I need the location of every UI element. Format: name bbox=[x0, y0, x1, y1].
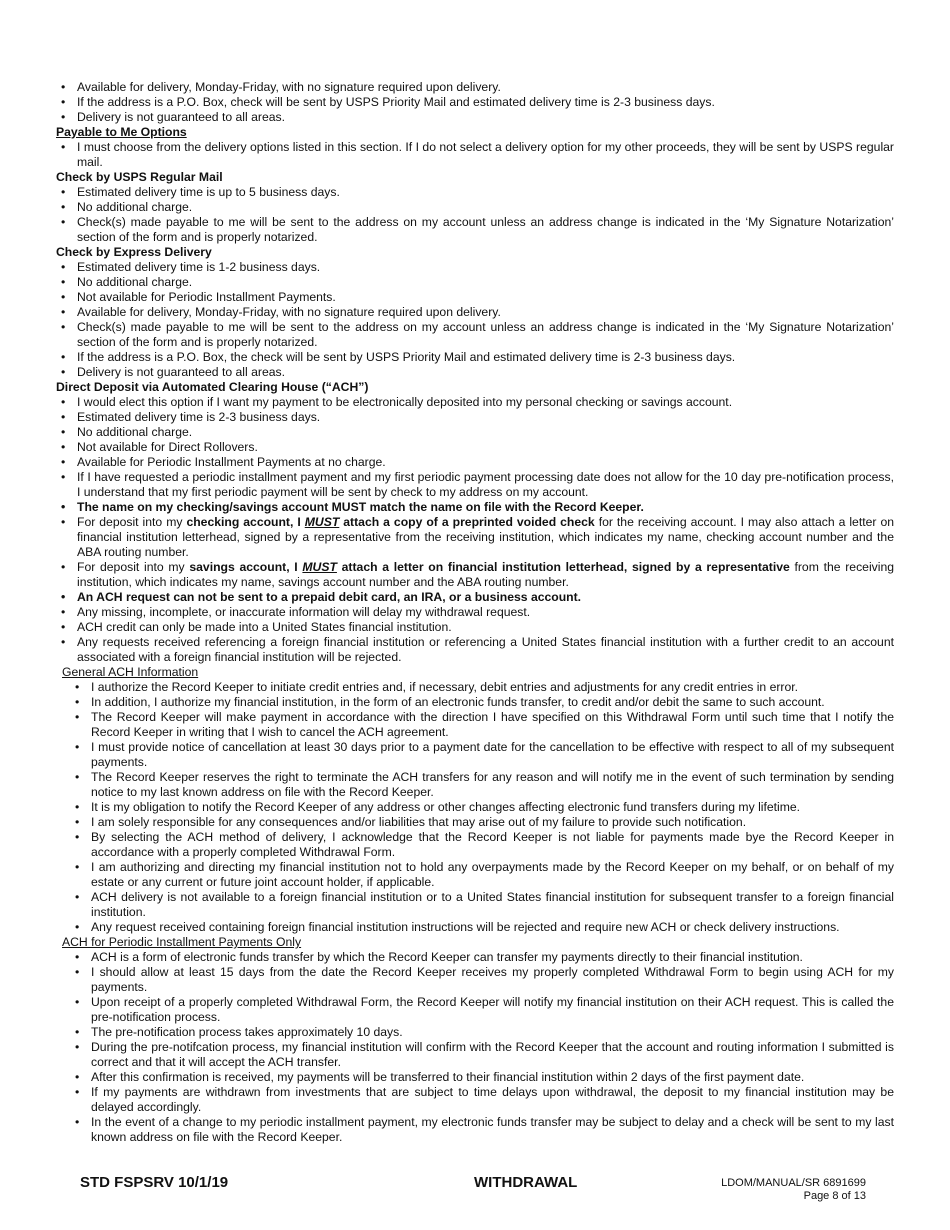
regular-mail-heading: Check by USPS Regular Mail bbox=[56, 170, 223, 184]
form-title: WITHDRAWAL bbox=[474, 1174, 578, 1191]
savings-must: MUST bbox=[302, 560, 337, 574]
list-item: • No additional charge. bbox=[56, 275, 894, 290]
list-item: • Delivery is not guaranteed to all areas. bbox=[56, 110, 894, 125]
list-item: • I am solely responsible for any consequences and/or liabilities that may arise out of my failure to provide such notification. bbox=[70, 815, 894, 830]
list-item: • After this confirmation is received, my payments will be transferred to their financial institution within 2 days of the first payment date. bbox=[70, 1070, 894, 1085]
footer-right bbox=[721, 1177, 866, 1203]
savings-bold-1: savings account, I bbox=[189, 560, 303, 574]
checking-post: for the receiving account. I may also attach a letter on financial institution letterhead, signed by a representative from the receiving institution, which indicates my name, checking account number and the ABA routing number. bbox=[77, 515, 894, 559]
list-item: • Any request received containing foreign financial institution instructions will be rejected and require new ACH or check delivery instructions. bbox=[70, 920, 894, 935]
list-item: • I must choose from the delivery options listed in this section. If I do not select a delivery option for my other proceeds, they will be sent by USPS regular mail. bbox=[56, 140, 894, 170]
list-item: • Upon receipt of a properly completed Withdrawal Form, the Record Keeper will notify my financial institution on their ACH request. This is called the pre-notification process. bbox=[70, 995, 894, 1025]
list-item: • If the address is a P.O. Box, check will be sent by USPS Priority Mail and estimated delivery time is 2-3 business days. bbox=[56, 95, 894, 110]
list-item: • In addition, I authorize my financial institution, in the form of an electronic funds transfer, to credit and/or debit the same to such account. bbox=[70, 695, 894, 710]
list-item: • If my payments are withdrawn from investments that are subject to time delays upon withdrawal, the deposit to my financial institution may be delayed accordingly. bbox=[70, 1085, 894, 1115]
list-item: • Not available for Periodic Installment Payments. bbox=[56, 290, 894, 305]
list-item: • Available for delivery, Monday-Friday, with no signature required upon delivery. bbox=[56, 80, 894, 95]
list-item: • It is my obligation to notify the Record Keeper of any address or other changes affecting electronic fund transfers during my lifetime. bbox=[70, 800, 894, 815]
list-item: • ACH credit can only be made into a United States financial institution. bbox=[56, 620, 894, 635]
savings-account-item bbox=[56, 560, 894, 590]
list-item: • I must provide notice of cancellation at least 30 days prior to a payment date for the cancellation to be effective with respect to all of my subsequent payments. bbox=[70, 740, 894, 770]
periodic-ach-list bbox=[70, 950, 894, 1145]
list-item: • Estimated delivery time is 1-2 business days. bbox=[56, 260, 894, 275]
checking-pre: For deposit into my bbox=[77, 515, 187, 529]
express-continued-list bbox=[56, 80, 894, 125]
list-item: • I authorize the Record Keeper to initiate credit entries and, if necessary, debit entries and adjustments for any credit entries in error. bbox=[70, 680, 894, 695]
list-item: • No additional charge. bbox=[56, 200, 894, 215]
payable-options-heading: Payable to Me Options bbox=[56, 125, 187, 139]
page-content bbox=[56, 80, 894, 1145]
list-item: • The Record Keeper will make payment in accordance with the direction I have specified on this Withdrawal Form until such time that I notify the Record Keeper in writing that I wish to cancel the ACH agreement. bbox=[70, 710, 894, 740]
express-delivery-list bbox=[56, 260, 894, 380]
list-item: • I should allow at least 15 days from the date the Record Keeper receives my properly completed Withdrawal Form to begin using ACH for my payments. bbox=[70, 965, 894, 995]
general-ach-heading: General ACH Information bbox=[62, 665, 199, 679]
savings-pre: For deposit into my bbox=[77, 560, 190, 574]
prepaid-notice: • An ACH request can not be sent to a prepaid debit card, an IRA, or a business account. bbox=[56, 590, 894, 605]
page-footer bbox=[80, 1173, 866, 1207]
savings-bold-2: attach a letter on financial institution letterhead, signed by a representative bbox=[336, 560, 790, 574]
list-item: • I would elect this option if I want my payment to be electronically deposited into my personal checking or savings account. bbox=[56, 395, 894, 410]
page-number: Page 8 of 13 bbox=[803, 1190, 866, 1202]
checking-must: MUST bbox=[304, 515, 340, 529]
list-item: • ACH delivery is not available to a foreign financial institution or to a United States financial institution for subsequent transfer to a foreign financial institution. bbox=[70, 890, 894, 920]
ach-heading: Direct Deposit via Automated Clearing House (“ACH”) bbox=[56, 380, 369, 394]
list-item: • I am authorizing and directing my financial institution not to hold any overpayments made by the Record Keeper on my behalf, or on behalf of my estate or any current or future joint account holder, if applicable. bbox=[70, 860, 894, 890]
list-item: • The pre-notification process takes approximately 10 days. bbox=[70, 1025, 894, 1040]
periodic-ach-heading: ACH for Periodic Installment Payments Only bbox=[62, 935, 302, 949]
list-item: • Delivery is not guaranteed to all areas. bbox=[56, 365, 894, 380]
list-item: • During the pre-notifcation process, my financial institution will confirm with the Record Keeper that the account and routing information I submitted is correct and that it will accept the ACH transfer. bbox=[70, 1040, 894, 1070]
list-item: • Estimated delivery time is 2-3 business days. bbox=[56, 410, 894, 425]
list-item: • Not available for Direct Rollovers. bbox=[56, 440, 894, 455]
list-item: • No additional charge. bbox=[56, 425, 894, 440]
express-delivery-heading: Check by Express Delivery bbox=[56, 245, 212, 259]
payable-options-list bbox=[56, 140, 894, 170]
list-item: • In the event of a change to my periodic installment payment, my electronic funds transfer may be subject to delay and a check will be sent to my last known address on file with the Record Keeper. bbox=[70, 1115, 894, 1145]
savings-post: from the receiving institution, which indicates my name, savings account number and the ABA routing number. bbox=[77, 560, 895, 589]
list-item: • Any requests received referencing a foreign financial institution or referencing a United States financial institution with a further credit to an account associated with a foreign financial institution will be rejected. bbox=[56, 635, 894, 665]
checking-bold-1: checking account, I bbox=[186, 515, 305, 529]
form-id: STD FSPSRV 10/1/19 bbox=[80, 1174, 229, 1191]
general-ach-list bbox=[70, 680, 894, 935]
list-item: • ACH is a form of electronic funds transfer by which the Record Keeper can transfer my payments directly to their financial institution. bbox=[70, 950, 894, 965]
list-item: • By selecting the ACH method of delivery, I acknowledge that the Record Keeper is not liable for payments made bye the Record Keeper in accordance with a properly completed Withdrawal Form. bbox=[70, 830, 894, 860]
ach-list bbox=[56, 395, 894, 665]
list-item: • Check(s) made payable to me will be sent to the address on my account unless an address change is indicated in the ‘My Signature Notarization’ section of the form and is properly notarized. bbox=[56, 215, 894, 245]
checking-bold-2: attach a copy of a preprinted voided check bbox=[339, 515, 595, 529]
document-code: LDOM/MANUAL/SR 6891699 bbox=[721, 1177, 866, 1189]
regular-mail-list bbox=[56, 185, 894, 245]
list-item: • If I have requested a periodic installment payment and my first periodic payment processing date does not allow for the 10 day pre-notification process, I understand that my first periodic payment will be sent by check to my address on my account. bbox=[56, 470, 894, 500]
name-match-notice: • The name on my checking/savings account MUST match the name on file with the Record Keeper. bbox=[56, 500, 894, 515]
list-item: • Any missing, incomplete, or inaccurate information will delay my withdrawal request. bbox=[56, 605, 894, 620]
checking-account-item bbox=[56, 515, 894, 560]
list-item: • Available for Periodic Installment Payments at no charge. bbox=[56, 455, 894, 470]
list-item: • Estimated delivery time is up to 5 business days. bbox=[56, 185, 894, 200]
list-item: • Available for delivery, Monday-Friday, with no signature required upon delivery. bbox=[56, 305, 894, 320]
list-item: • The Record Keeper reserves the right to terminate the ACH transfers for any reason and will notify me in the event of such termination by sending notice to my last known address on file with the Record Keeper. bbox=[70, 770, 894, 800]
list-item: • Check(s) made payable to me will be sent to the address on my account unless an address change is indicated in the ‘My Signature Notarization’ section of the form and is properly notarized. bbox=[56, 320, 894, 350]
list-item: • If the address is a P.O. Box, the check will be sent by USPS Priority Mail and estimated delivery time is 2-3 business days. bbox=[56, 350, 894, 365]
